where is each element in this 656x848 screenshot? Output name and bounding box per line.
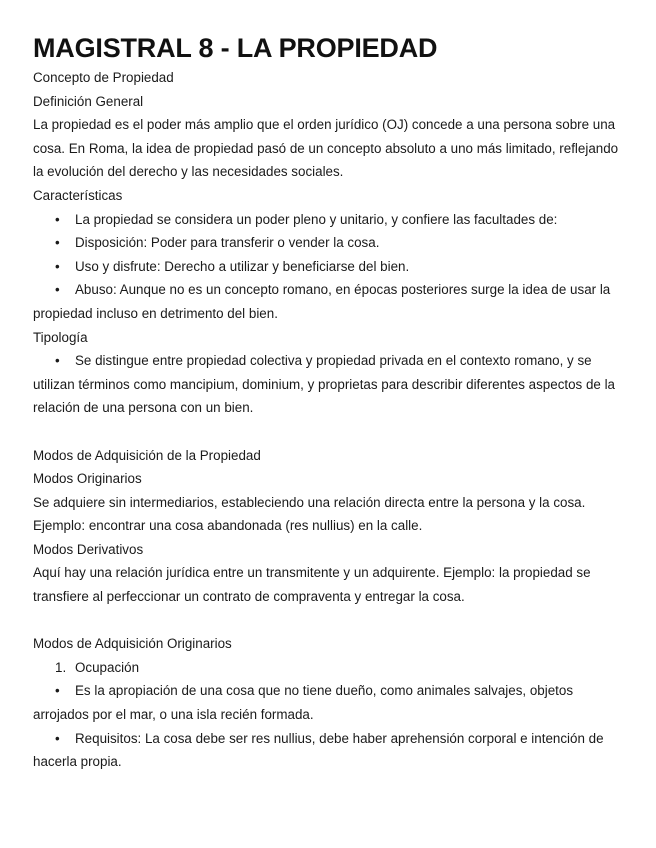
subheading-modos-derivativos: Modos Derivativos: [33, 541, 144, 557]
caracteristicas-list: [33, 208, 629, 326]
list-item: • La propiedad se considera un poder pleno y unitario, y confiere las facultades de:: [33, 208, 629, 232]
list-item: • Se distingue entre propiedad colectiva y propiedad privada en el contexto romano, y se utilizan términos como mancipium, dominium, y proprietas para describir diferentes aspectos de la relación de una persona con un bien.: [33, 349, 629, 420]
paragraph-originarios-1: Se adquiere sin intermediarios, estableciendo una relación directa entre la persona y la cosa.: [33, 494, 586, 510]
section-heading-modos: Modos de Adquisición de la Propiedad: [33, 447, 261, 463]
subheading-modos-originarios: Modos Originarios: [33, 471, 142, 487]
list-item: • Requisitos: La cosa debe ser res nullius, debe haber aprehensión corporal e intención de hacerla propia.: [33, 727, 629, 774]
bullet-icon: •: [55, 730, 60, 746]
bullet-icon: •: [55, 282, 60, 298]
bullet-icon: •: [55, 211, 60, 227]
paragraph-originarios-2: Ejemplo: encontrar una cosa abandonada (res nullius) en la calle.: [33, 518, 423, 534]
bullet-icon: •: [55, 683, 60, 699]
section-heading-concepto: Concepto de Propiedad: [33, 70, 174, 85]
list-item: • Disposición: Poder para transferir o vender la cosa.: [33, 231, 629, 255]
originarios-numbered-list: [33, 656, 629, 680]
section-heading-originarios: Modos de Adquisición Originarios: [33, 636, 232, 652]
spacer: [33, 420, 629, 444]
subheading-tipologia: Tipología: [33, 329, 88, 345]
ocupacion-list: [33, 679, 629, 773]
list-item: • Abuso: Aunque no es un concepto romano, en épocas posteriores surge la idea de usar la propiedad incluso en detrimento del bien.: [33, 278, 629, 325]
document-page: [33, 30, 629, 774]
tipologia-list: [33, 349, 629, 420]
bullet-icon: •: [55, 353, 60, 369]
list-item: • Es la apropiación de una cosa que no tiene dueño, como animales salvajes, objetos arrojados por el mar, o una isla recién formada.: [33, 679, 629, 726]
bullet-icon: •: [55, 235, 60, 251]
list-item: • Uso y disfrute: Derecho a utilizar y beneficiarse del bien.: [33, 255, 629, 279]
numbered-item-ocupacion: 1. Ocupación: [33, 656, 629, 680]
subheading-caracteristicas: Características: [33, 187, 123, 203]
paragraph-derivativos: Aquí hay una relación jurídica entre un transmitente y un adquirente. Ejemplo: la propiedad se transfiere al perfeccionar un contrato de compraventa y entregar la cosa.: [33, 565, 591, 605]
bullet-icon: •: [55, 258, 60, 274]
subheading-definicion: Definición General: [33, 93, 144, 109]
paragraph-definicion: La propiedad es el poder más amplio que el orden jurídico (OJ) concede a una persona sobre una cosa. En Roma, la idea de propiedad pasó de un concepto absoluto a uno más limitado, reflejando la evolución del derecho y las necesidades sociales.: [33, 117, 619, 180]
page-title: MAGISTRAL 8 - LA PROPIEDAD: [33, 33, 438, 63]
list-number: 1.: [55, 659, 67, 675]
spacer: [33, 609, 629, 633]
